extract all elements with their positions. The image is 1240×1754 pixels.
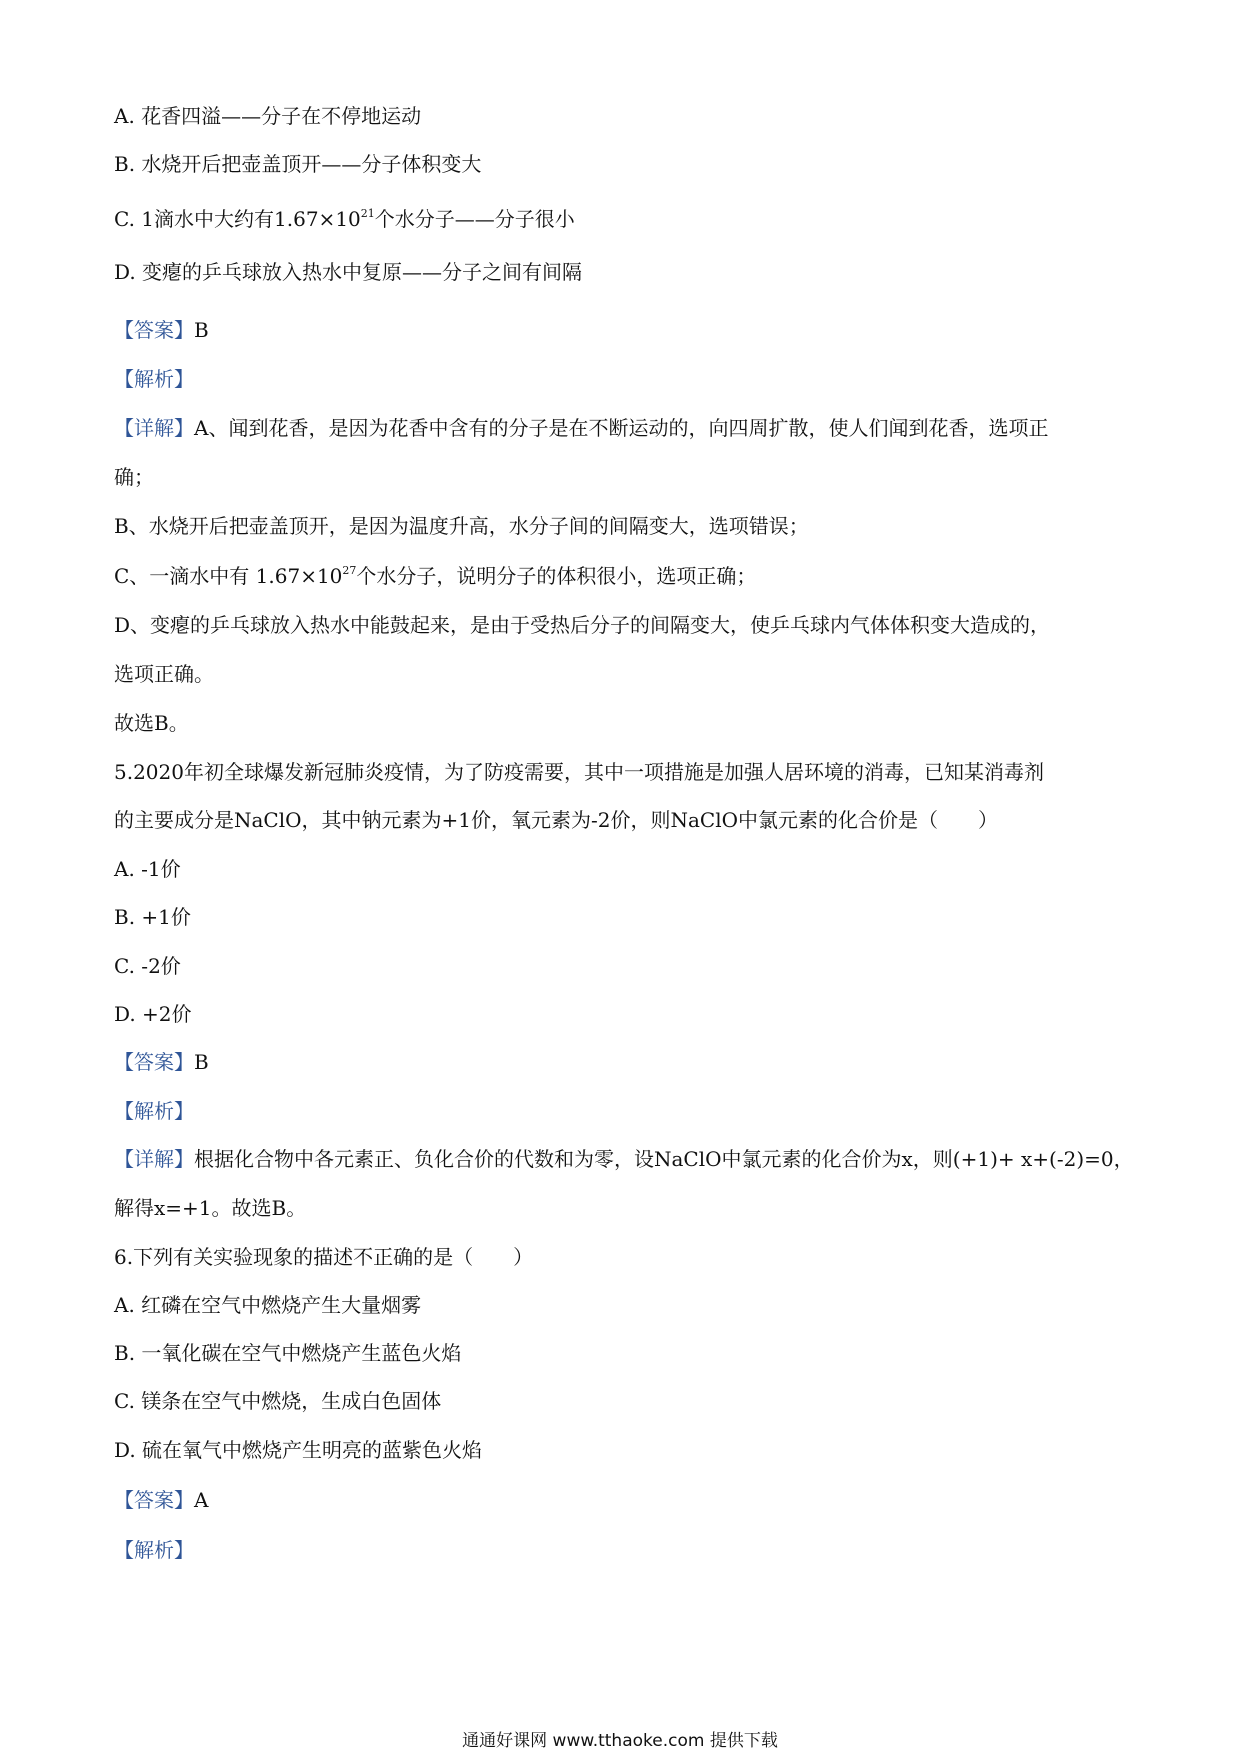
q5-option-b: B. +1价 [114, 905, 191, 929]
q4-detail-line-3: B、水烧开后把壶盖顶开，是因为温度升高，水分子间的间隔变大，选项错误； [114, 514, 809, 538]
q5-stem-line-1: 5.2020年初全球爆发新冠肺炎疫情，为了防疫需要，其中一项措施是加强人居环境的消毒，已知某消毒剂 [114, 760, 1044, 784]
q5-analysis-tag: 【解析】 [114, 1099, 194, 1123]
q6-option-a: A. 红磷在空气中燃烧产生大量烟雾 [114, 1293, 422, 1317]
q4-detail-line-5: D、变瘪的乒乓球放入热水中能鼓起来，是由于受热后分子的间隔变大，使乒乓球内气体体积变大造成的， [114, 613, 1051, 637]
q4-option-c [114, 204, 575, 234]
q4-detail-c-text-end: 个水分子，说明分子的体积很小，选项正确； [356, 564, 757, 588]
answer-value: B [194, 318, 209, 342]
q4-analysis-tag: 【解析】 [114, 367, 194, 391]
q5-detail-line-2: 解得x=+1。故选B。 [114, 1196, 307, 1220]
q6-option-b: B. 一氧化碳在空气中燃烧产生蓝色火焰 [114, 1341, 462, 1365]
detail-tag: 【详解】 [114, 416, 194, 440]
q5-option-a: A. -1价 [114, 857, 181, 881]
q4-option-d: D. 变瘪的乒乓球放入热水中复原——分子之间有间隔 [114, 260, 583, 284]
answer-tag: 【答案】 [114, 1050, 194, 1074]
q6-analysis-tag: 【解析】 [114, 1538, 194, 1562]
q6-answer [114, 1485, 208, 1515]
q4-detail-line-4 [114, 561, 756, 591]
q5-answer [114, 1047, 209, 1077]
q4-detail-c-exponent: 27 [342, 564, 357, 577]
q6-option-d: D. 硫在氧气中燃烧产生明亮的蓝紫色火焰 [114, 1438, 483, 1462]
q5-detail-line-1 [114, 1144, 1134, 1174]
answer-value: B [194, 1050, 209, 1074]
q6-option-c: C. 镁条在空气中燃烧，生成白色固体 [114, 1389, 442, 1413]
q5-option-c: C. -2价 [114, 954, 181, 978]
q6-stem: 6.下列有关实验现象的描述不正确的是（ ） [114, 1245, 534, 1269]
answer-value: A [194, 1488, 209, 1512]
q4-detail-line-6: 选项正确。 [114, 662, 214, 686]
q4-option-c-text-end: 个水分子——分子很小 [374, 207, 575, 231]
detail-text: 根据化合物中各元素正、负化合价的代数和为零，设NaClO中氯元素的化合价为x，则(+1)+ x+(-2)=0， [194, 1147, 1134, 1171]
q4-option-c-text: C. 1滴水中大约有1.67×10 [114, 207, 361, 231]
answer-tag: 【答案】 [114, 1488, 194, 1512]
q4-option-b: B. 水烧开后把壶盖顶开——分子体积变大 [114, 152, 482, 176]
detail-text: A、闻到花香，是因为花香中含有的分子是在不断运动的，向四周扩散，使人们闻到花香，选项正 [194, 416, 1049, 440]
answer-tag: 【答案】 [114, 318, 194, 342]
q4-detail-c-text: C、一滴水中有 1.67×10 [114, 564, 343, 588]
q4-detail-line-7: 故选B。 [114, 711, 189, 735]
q5-stem-line-2: 的主要成分是NaClO，其中钠元素为+1价，氧元素为-2价，则NaClO中氯元素的化合价是（ ） [114, 808, 999, 832]
q4-option-a: A. 花香四溢——分子在不停地运动 [114, 104, 422, 128]
q4-detail-line-1 [114, 413, 1048, 443]
q4-detail-line-2: 确； [114, 465, 154, 489]
detail-tag: 【详解】 [114, 1147, 194, 1171]
q5-option-d: D. +2价 [114, 1002, 192, 1026]
q4-answer [114, 315, 209, 345]
q4-option-c-exponent: 21 [360, 207, 375, 220]
footer-text: 通通好课网 www.tthaoke.com 提供下载 [462, 1731, 778, 1751]
